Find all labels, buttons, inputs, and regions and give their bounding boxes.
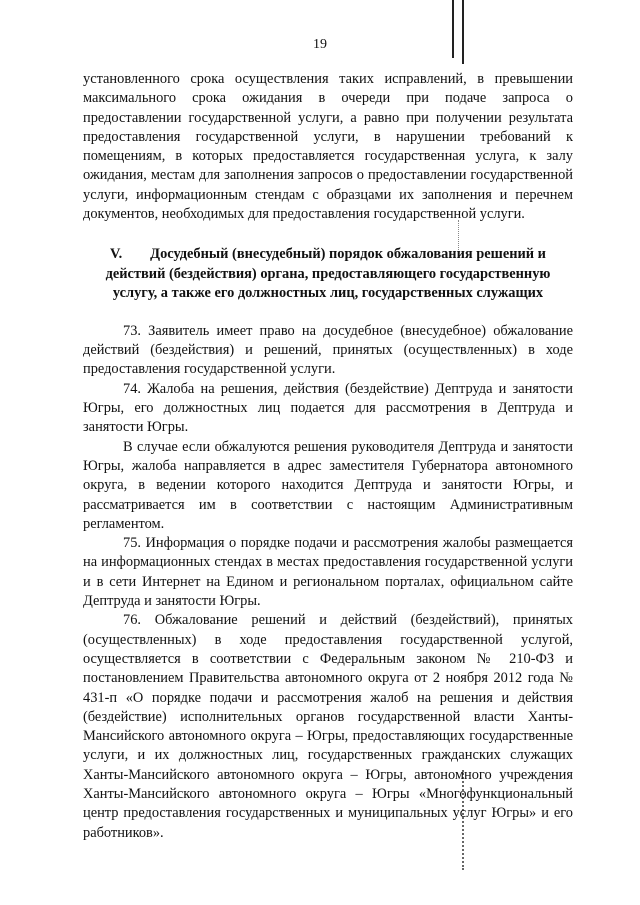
paragraph-74: 74. Жалоба на решения, действия (бездействие) Дептруда и занятости Югры, его должностных лиц подается для рассмотрения в Дептруда и занятости Югры. bbox=[83, 380, 573, 436]
section-number: V. bbox=[110, 246, 123, 263]
section-heading bbox=[83, 245, 573, 304]
paragraph-73: 73. Заявитель имеет право на досудебное (внесудебное) обжалование действий (бездействия) и решений, принятых (осуществленных) в ходе предоставления государственной услуги. bbox=[83, 322, 573, 378]
document-body bbox=[83, 70, 573, 843]
paragraph-continuation: установленного срока осуществления таких исправлений, в превышении максимального срока ожидания в очереди при подаче запроса о предоставлении государственной услуги, а равно при получении результата предоставления государственной услуги, в нарушении требований к помещениям, в которых предоставляется государственная услуга, к залу ожидания, местам для заполнения запросов о предоставлении государственной услуги, информационным стендам с образцами их заполнения и перечнем документов, необходимых для предоставления государственной услуги. bbox=[83, 71, 573, 223]
scan-line-top-2 bbox=[462, 0, 464, 64]
paragraph-75: 75. Информация о порядке подачи и рассмотрения жалобы размещается на информационных стендах в местах предоставления государственной услуги и в сети Интернет на Едином и региональном порталах, официальном сайте Дептруда и занятости Югры. bbox=[83, 535, 573, 610]
paragraph-76: 76. Обжалование решений и действий (бездействий), принятых (осуществленных) в ходе предоставления государственной услугой, осуществляется в соответствии с Федеральным законом № 210-ФЗ и постановлением Правительства автономного округа от 2 ноября 2012 года № 431-п «О порядке подачи и рассмотрения жалоб на решения и действия (бездействие) исполнительных органов государственной власти Ханты-Мансийского автономного округа – Югры, предоставляющих государственные услуги, и их должностных лиц, государственных гражданских служащих Ханты-Мансийского автономного округа – Югры, автономного учреждения Ханты-Мансийского автономного округа – Югры «Многофункциональный центр предоставления государственных и муниципальных услуг Югры» и его работников». bbox=[83, 612, 573, 841]
section-title: Досудебный (внесудебный) порядок обжалования решений и действий (бездействия) органа, предоставляющего государственную услугу, а также его должностных лиц, государственных служащих bbox=[105, 246, 551, 302]
page-number: 19 bbox=[313, 37, 327, 52]
paragraph-74-cont: В случае если обжалуются решения руководителя Дептруда и занятости Югры, жалоба направляется в адрес заместителя Губернатора автономного округа, в ведении которого находится Дептруда и занятости Югры, и рассматривается им в соответствии с настоящим Административным регламентом. bbox=[83, 438, 573, 532]
